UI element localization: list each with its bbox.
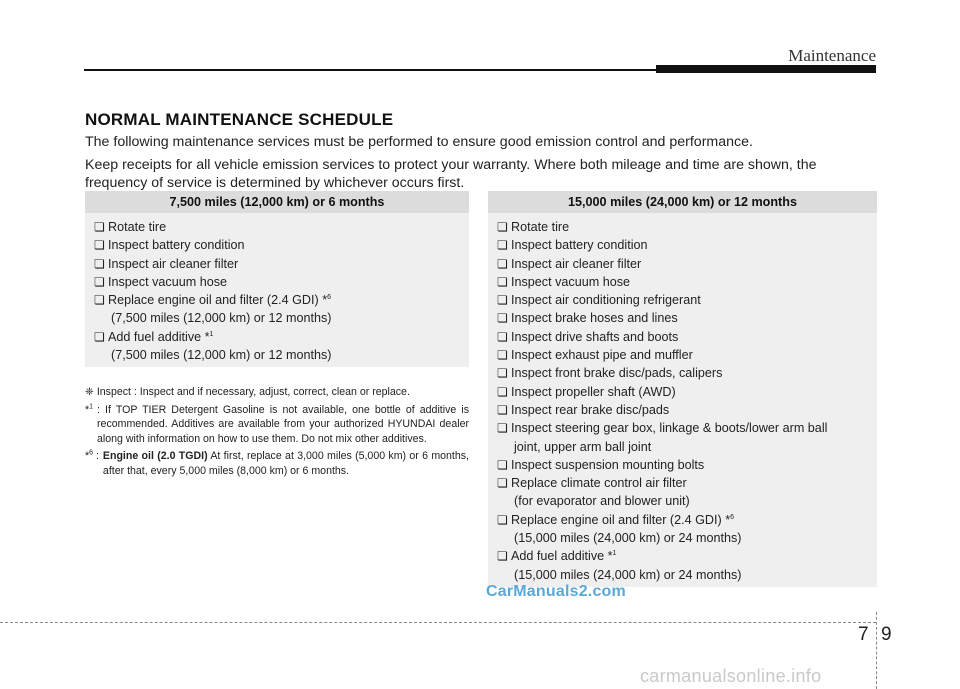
checklist-item-text: Add fuel additive * xyxy=(108,329,210,344)
checklist-item-text: Inspect vacuum hose xyxy=(511,274,631,289)
footnote-text: Engine oil (2.0 TGDI) At first, replace at 3,000 miles (5,000 km) or 6 months, after that, every 5,000 miles (8,000 km) or 6 months. xyxy=(102,450,469,477)
page-number: 9 xyxy=(881,624,892,645)
checklist-item-text: Add fuel additive * xyxy=(511,549,613,564)
footnote-1 xyxy=(85,403,469,447)
checkbox-icon: ❏ xyxy=(497,238,508,253)
schedule-box-title: 15,000 miles (24,000 km) or 12 months xyxy=(488,191,877,213)
checkbox-icon: ❏ xyxy=(94,329,105,344)
checkbox-icon: ❏ xyxy=(94,274,105,289)
checklist-item-detail: joint, upper arm ball joint xyxy=(514,439,652,454)
footnote-ref: 1 xyxy=(612,550,617,558)
checkbox-icon: ❏ xyxy=(94,220,105,234)
checkbox-icon: ❏ xyxy=(94,238,105,253)
checklist-item xyxy=(497,456,877,474)
footnote-6 xyxy=(85,449,469,478)
checklist-item xyxy=(497,255,877,273)
checkbox-icon: ❏ xyxy=(497,311,508,326)
checkbox-icon: ❏ xyxy=(497,549,508,564)
checkbox-icon: ❏ xyxy=(497,274,508,289)
checkbox-icon: ❏ xyxy=(497,256,508,271)
checklist-item xyxy=(497,383,877,401)
page-heading: NORMAL MAINTENANCE SCHEDULE xyxy=(85,110,394,129)
checkbox-icon: ❏ xyxy=(497,348,508,363)
footnote-bold-label: Engine oil (2.0 TGDI) xyxy=(102,450,208,462)
checklist-item-detail: (15,000 miles (24,000 km) or 24 months) xyxy=(514,531,742,546)
checklist-item xyxy=(497,273,877,291)
checklist-item-text: Inspect rear brake disc/pads xyxy=(511,402,670,417)
checklist-item-text: Inspect battery condition xyxy=(511,238,648,253)
checklist-item-text: Inspect front brake disc/pads, calipers xyxy=(511,366,723,381)
checklist-item-text: Replace engine oil and filter (2.4 GDI) * xyxy=(511,512,731,527)
checklist-item-detail: (for evaporator and blower unit) xyxy=(514,494,690,509)
checklist-item xyxy=(497,511,877,548)
checklist-item-text: Inspect drive shafts and boots xyxy=(511,329,679,344)
bottom-watermark: carmanualsonline.info xyxy=(640,666,822,686)
checklist-item-text: Inspect suspension mounting bolts xyxy=(511,457,705,472)
checklist-item-text: Inspect exhaust pipe and muffler xyxy=(511,348,693,363)
footnote-inspect: ❈ Inspect : Inspect and if necessary, adjust, correct, clean or replace. xyxy=(85,386,410,398)
footnotes xyxy=(85,385,469,481)
section-title: Maintenance xyxy=(788,46,876,65)
chapter-number: 7 xyxy=(858,624,869,645)
checklist-item-text: Inspect air cleaner filter xyxy=(511,256,642,271)
checklist-item xyxy=(497,346,877,364)
checkbox-icon: ❏ xyxy=(497,402,508,417)
checklist-item xyxy=(497,401,877,419)
checkbox-icon: ❏ xyxy=(497,220,508,234)
checklist-item-text: Inspect vacuum hose xyxy=(108,274,228,289)
checklist-item-text: Replace engine oil and filter (2.4 GDI) * xyxy=(108,293,328,308)
checklist-item-text: Inspect propeller shaft (AWD) xyxy=(511,384,676,399)
checkbox-icon: ❏ xyxy=(497,512,508,527)
checklist-item-text: Inspect steering gear box, linkage & boots/lower arm ball xyxy=(511,421,828,436)
checklist-item xyxy=(94,218,469,236)
footnote-ref: 6 xyxy=(730,513,735,521)
footer-divider xyxy=(0,622,876,623)
checklist-item-detail: (15,000 miles (24,000 km) or 24 months) xyxy=(514,567,742,582)
footnote-marker: *$^1$ xyxy=(85,402,94,416)
checkbox-icon: ❏ xyxy=(94,256,105,271)
checklist-item xyxy=(94,255,469,273)
checkbox-icon: ❏ xyxy=(497,421,508,436)
schedule-box-15000 xyxy=(488,191,877,587)
checklist-item-text: Inspect battery condition xyxy=(108,238,245,253)
checklist-item xyxy=(497,218,877,236)
checkbox-icon: ❏ xyxy=(497,476,508,491)
checklist-item-text: Inspect air cleaner filter xyxy=(108,256,239,271)
checkbox-icon: ❏ xyxy=(497,329,508,344)
footnote-ref: 1 xyxy=(209,330,214,338)
checklist-item xyxy=(497,364,877,382)
checklist-item xyxy=(94,273,469,291)
checklist-item-text: Rotate tire xyxy=(511,220,570,234)
checklist-item xyxy=(94,291,469,328)
checklist-item xyxy=(94,328,469,365)
intro-paragraph-1: The following maintenance services must be performed to ensure good emission control and performance. xyxy=(85,134,753,150)
schedule-box-title: 7,500 miles (12,000 km) or 6 months xyxy=(85,191,469,213)
checklist-item xyxy=(497,474,877,511)
footnote-text: : If TOP TIER Detergent Gasoline is not available, one bottle of additive is recommended. Additives are available from your authorized HYUNDAI dealer along with information on how to use them. Do not mix other additives. xyxy=(97,403,469,445)
footer-vertical-divider xyxy=(876,612,877,689)
checklist-item-text: Inspect air conditioning refrigerant xyxy=(511,293,701,308)
site-watermark[interactable]: CarManuals2.com xyxy=(486,583,626,600)
checkbox-icon: ❏ xyxy=(497,366,508,381)
checklist-item xyxy=(497,419,877,456)
checklist-item-text: Inspect brake hoses and lines xyxy=(511,311,678,326)
checkbox-icon: ❏ xyxy=(497,457,508,472)
checklist-item-text: Rotate tire xyxy=(108,220,167,234)
intro-paragraph-2: Keep receipts for all vehicle emission services to protect your warranty. Where both mileage and time are shown, the frequency of service is determined by whichever occurs first. xyxy=(85,157,817,191)
checkbox-icon: ❏ xyxy=(497,384,508,399)
footnote-ref: 6 xyxy=(327,294,332,301)
footnote-marker: *$^6$ : xyxy=(85,449,99,462)
checklist-item xyxy=(497,236,877,254)
checkbox-icon: ❏ xyxy=(497,293,508,308)
schedule-box-7500 xyxy=(85,191,469,367)
checklist-item-detail: (7,500 miles (12,000 km) or 12 months) xyxy=(111,348,332,363)
schedule-list xyxy=(85,213,469,364)
checklist-item xyxy=(497,547,877,584)
checklist-item-detail: (7,500 miles (12,000 km) or 12 months) xyxy=(111,311,332,326)
checklist-item xyxy=(497,291,877,309)
checkbox-icon: ❏ xyxy=(94,293,105,308)
checklist-item xyxy=(497,328,877,346)
header-bar xyxy=(656,65,876,73)
schedule-list xyxy=(488,213,877,584)
checklist-item-text: Replace climate control air filter xyxy=(511,476,687,491)
checklist-item xyxy=(497,309,877,327)
checklist-item xyxy=(94,236,469,254)
header-rule xyxy=(84,69,656,71)
